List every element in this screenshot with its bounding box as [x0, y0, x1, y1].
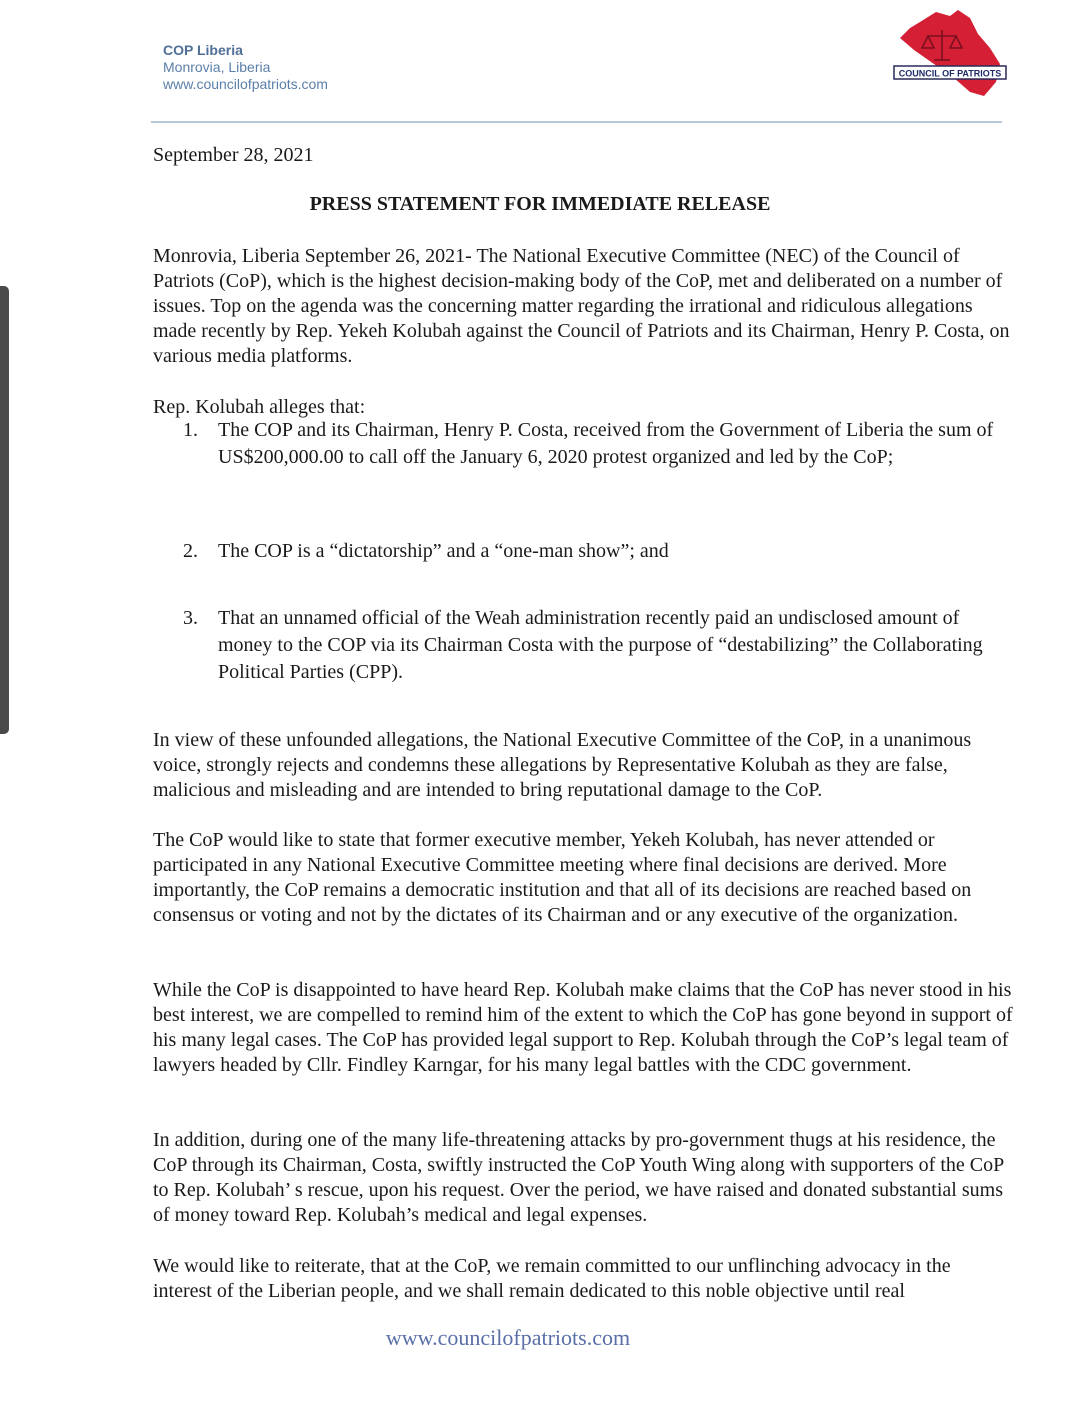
statement-heading: PRESS STATEMENT FOR IMMEDIATE RELEASE: [309, 193, 771, 215]
org-website: www.councilofpatriots.com: [163, 76, 328, 92]
body-paragraph: While the CoP is disappointed to have heard Rep. Kolubah make claims that the CoP has never stood in his best interest, we are compelled to remind him of the extent to which the CoP has gone beyond in support of his many legal cases. The CoP has provided legal support to Rep. Kolubah through the CoP’s legal team of lawyers headed by Cllr. Findley Karngar, for his many legal battles with the CDC government.: [153, 979, 1013, 1076]
body-paragraph: In addition, during one of the many life-threatening attacks by pro-government thugs at his residence, the CoP through its Chairman, Costa, swiftly instructed the CoP Youth Wing along with supporters of the CoP to Rep. Kolubah’ s rescue, upon his request. Over the period, we have raised and donated substantial sums of money toward Rep. Kolubah’s medical and legal expenses.: [153, 1129, 1004, 1226]
body-paragraph: We would like to reiterate, that at the CoP, we remain committed to our unflinching advocacy in the interest of the Liberian people, and we shall remain dedicated to this noble objective until real: [153, 1255, 951, 1302]
intro-paragraph: Monrovia, Liberia September 26, 2021- The National Executive Committee (NEC) of the Council of Patriots (CoP), which is the highest decision-making body of the CoP, met and deliberated on a number of issues. Top on the agenda was the concerning matter regarding the irrational and ridiculous allegations made recently by Rep. Yekeh Kolubah against the Council of Patriots and its Chairman, Henry P. Costa, on various media platforms.: [153, 245, 1010, 367]
body-paragraph: The CoP would like to state that former executive member, Yekeh Kolubah, has never attended or participated in any National Executive Committee meeting where final decisions are derived. More importantly, the CoP remains a democratic institution and that all of its decisions are reached based on consensus or voting and not by the dictates of its Chairman and or any executive of the organization.: [153, 829, 972, 926]
allegation-item: That an unnamed official of the Weah administration recently paid an undisclosed amount of money to the COP via its Chairman Costa with the purpose of “destabilizing” the Collaborating Political Parties (CPP).: [218, 607, 983, 683]
logo-text: COUNCIL OF PATRIOTS: [898, 68, 1002, 79]
liberia-map-shape: [900, 10, 1000, 96]
header-divider: [151, 121, 1002, 123]
org-location: Monrovia, Liberia: [163, 59, 271, 75]
council-of-patriots-logo: [892, 8, 1007, 100]
org-name: COP Liberia: [163, 42, 243, 58]
alleges-intro: Rep. Kolubah alleges that:: [153, 396, 366, 418]
footer-website: www.councilofpatriots.com: [385, 1325, 631, 1350]
body-paragraph: In view of these unfounded allegations, the National Executive Committee of the CoP, in a unanimous voice, strongly rejects and condemns these allegations by Representative Kolubah as they are false, malicious and misleading and are intended to bring reputational damage to the CoP.: [153, 729, 972, 801]
allegation-number: 1.: [183, 419, 198, 441]
letterhead-contact: [163, 42, 328, 93]
allegation-number: 3.: [183, 607, 198, 629]
allegation-number: 2.: [183, 540, 198, 562]
allegation-item: The COP and its Chairman, Henry P. Costa, received from the Government of Liberia the sum of US$200,000.00 to call off the January 6, 2020 protest organized and led by the CoP;: [218, 419, 994, 468]
statement-date: September 28, 2021: [153, 144, 314, 166]
allegation-item: The COP is a “dictatorship” and a “one-man show”; and: [218, 540, 669, 562]
scroll-edge-handle: [0, 286, 9, 734]
